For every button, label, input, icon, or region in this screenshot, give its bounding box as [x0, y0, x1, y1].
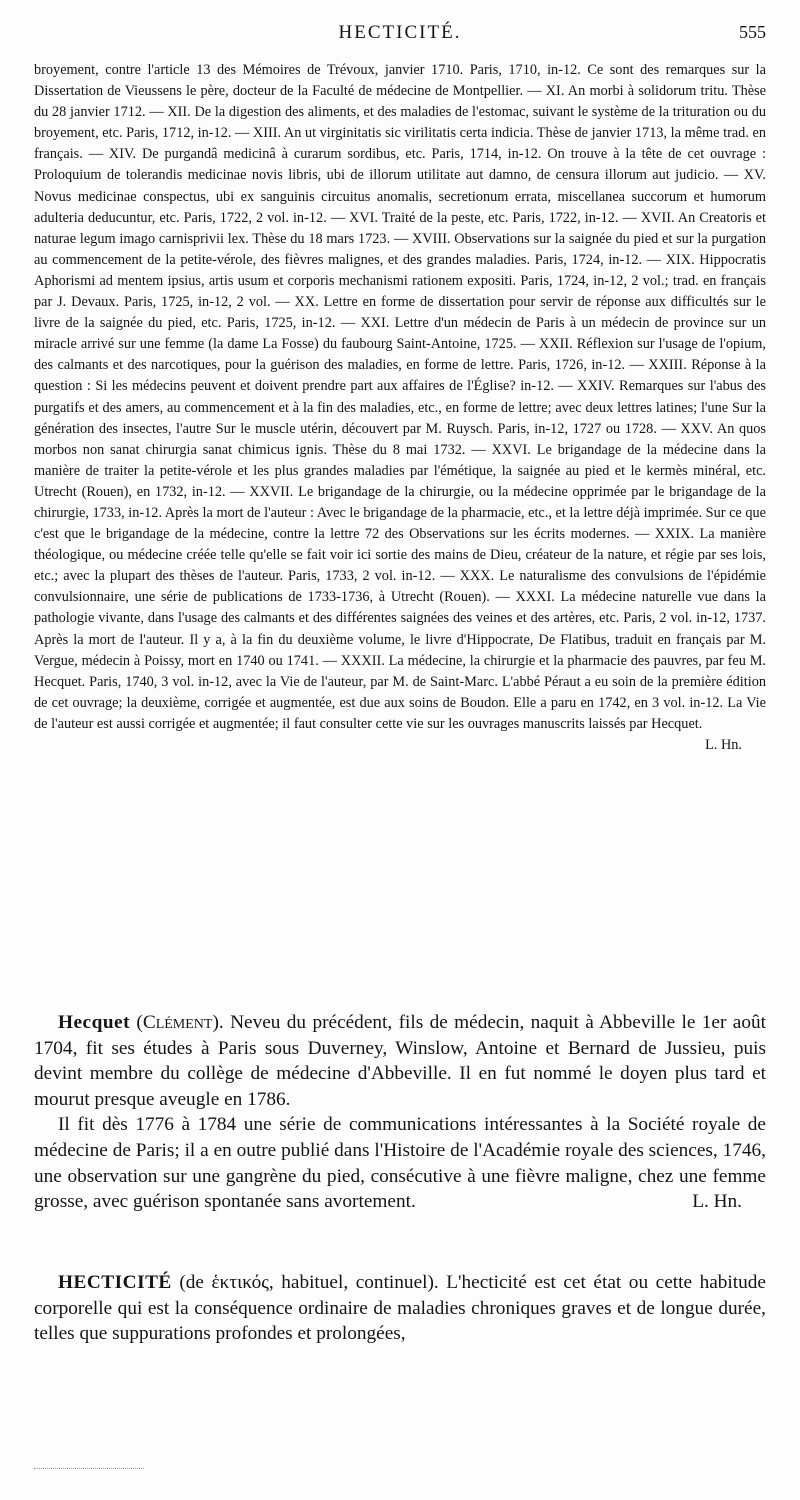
bibliography-signature: L. Hn.: [705, 737, 742, 753]
entry-headword: Hecquet: [58, 1012, 131, 1033]
running-title: HECTICITÉ.: [338, 22, 462, 43]
entry-signature: L. Hn.: [692, 1191, 742, 1213]
entry-hecticite: [34, 1270, 766, 1347]
entry-paragraph: (de ἑκτικός, habituel, continuel). L'hecticité est cet état ou cette habitude corporelle qui est la conséquence ordinaire de maladies chroniques graves et de longue durée, telles que suppurations profondes et prolongées,: [34, 1272, 766, 1345]
entry-paragraph: Neveu du précédent, fils de médecin, naquit à Abbeville le 1er août 1704, fit ses études à Paris sous Duverney, Winslow, Antoine et Bernard de Jussieu, puis devint membre du collège de médecine d'Abbeville. Il en fut nommé le doyen plus tard et mourut presque aveugle en 1786.: [34, 1012, 766, 1110]
entry-given-name: (Clément).: [136, 1012, 224, 1033]
bibliography-text: broyement, contre l'article 13 des Mémoires de Trévoux, janvier 1710. Paris, 1710, in-12. Ce sont des remarques sur la Dissertation de Vieussens le père, docteur de la Faculté de médecine de Montpellier. — XI. An morbi à solidorum tritu. Thèse du 28 janvier 1712. — XII. De la digestion des aliments, et des maladies de l'estomac, suivant le système de la trituration ou du broyement, etc. Paris, 1712, in-12. — XIII. An ut virginitatis sic virilitatis certa indicia. Thèse de janvier 1713, la même trad. en français. — XIV. De purgandâ medicinâ à curarum sordibus, etc. Paris, 1714, in-12. On trouve à la tête de cet ouvrage : Proloquium de tolerandis medicinae novis libris, ubi de illorum utilitate aut damno, de censura illorum aut judicio. — XV. Novus medicinae conspectus, ubi ex sanguinis circuitus anomalis, secretionum errata, miscellanea succorum et humorum adulteria deducuntur, etc. Paris, 1722, 2 vol. in-12. — XVI. Traité de la peste, etc. Paris, 1722, in-12. — XVII. An Creatoris et naturae legum imago carnisprivii lex. Thèse du 18 mars 1723. — XVIII. Observations sur la saignée du pied et sur la purgation au commencement de la petite-vérole, des fièvres malignes, et des grandes maladies. Paris, 1724, in-12. — XIX. Hippocratis Aphorismi ad mentem ipsius, artis usum et corporis mechanismi rationem expositi. Paris, 1724, in-12, 2 vol.; trad. en français par J. Devaux. Paris, 1725, in-12, 2 vol. — XX. Lettre en forme de dissertation pour servir de réponse aux difficultés sur le livre de la saignée du pied, etc. Paris, 1725, in-12. — XXI. Lettre d'un médecin de Paris à un médecin de province sur un miracle arrivé sur une femme (la dame La Fosse) du faubourg Saint-Antoine, 1725. — XXII. Réflexion sur l'usage de l'opium, des calmants et des narcotiques, pour la guérison des maladies, en forme de lettre. Paris, 1726, in-12. — XXIII. Réponse à la question : Si les médecins peuvent et doivent prendre part aux affaires de l'Église? in-12. — XXIV. Remarques sur l'abus des purgatifs et des amers, au commencement et à la fin des maladies, etc., en forme de lettre; avec deux lettres latines; l'une Sur la génération des insectes, l'autre Sur le muscle utérin, découvert par M. Ruysch. Paris, in-12, 1727 ou 1728. — XXV. An quos morbos non sanat chirurgia sanat chimicus ignis. Thèse du 8 mai 1732. — XXVI. Le brigandage de la médecine dans la manière de traiter la petite-vérole et les plus grandes maladies par l'émétique, la saignée au pied et le kermès minéral, etc. Utrecht (Rouen), en 1732, in-12. — XXVII. Le brigandage de la chirurgie, ou la médecine opprimée par le brigandage de la chirurgie, 1733, in-12. Après la mort de l'auteur : Avec le brigandage de la pharmacie, etc., et la lettre déjà imprimée. Sur ce que c'est que le brigandage de la médecine, contre la lettre 72 des Observations sur les écrits modernes. — XXIX. La manière théologique, ou médecine créée telle qu'elle se fait voir ici sortie des mains de Dieu, créateur de la nature, et régie par ses lois, etc.; avec la plupart des thèses de l'auteur. Paris, 1733, 2 vol. in-12. — XXX. Le naturalisme des convulsions de l'épidémie convulsionnaire, une série de publications de 1733-1736, à Utrecht (Rouen). — XXXI. La médecine naturelle vue dans la pathologie vivante, dans l'usage des calmants et des différentes saignées des veines et des artères, etc. Paris, 2 vol. in-12, 1737. Après la mort de l'auteur. Il y a, à la fin du deuxième volume, le livre d'Hippocrate, De Flatibus, traduit en français par M. Vergue, médecin à Poissy, mort en 1740 ou 1741. — XXXII. La médecine, la chirurgie et la pharmacie des pauvres, par feu M. Hecquet. Paris, 1740, 3 vol. in-12, avec la Vie de l'auteur, par M. de Saint-Marc. L'abbé Péraut a eu soin de la première édition de cet ouvrage; la deuxième, corrigée et augmentée, est due aux soins de Boudon. Elle a paru en 1742, en 3 vol. in-12. La Vie de l'auteur est aussi corrigée et augmentée; il faut consulter cette vie sur les ouvrages manuscrits laissés par Hecquet.: [34, 62, 766, 732]
footer-rule: [34, 1468, 144, 1469]
entry-hecquet: [34, 1010, 766, 1215]
entry-headword: HECTICITÉ: [58, 1272, 172, 1293]
page-number: 555: [739, 22, 766, 42]
bibliography-block: [34, 60, 766, 756]
entry-paragraph: Il fit dès 1776 à 1784 une série de communications intéressantes à la Société royale de médecine de Paris; il a en outre publié dans l'Histoire de l'Académie royale des sciences, 1746, une observation sur une gangrène du pied, consécutive à une fièvre maligne, chez une femme grosse, avec guérison spontanée sans avortement.: [34, 1114, 766, 1213]
running-head: [34, 22, 766, 48]
